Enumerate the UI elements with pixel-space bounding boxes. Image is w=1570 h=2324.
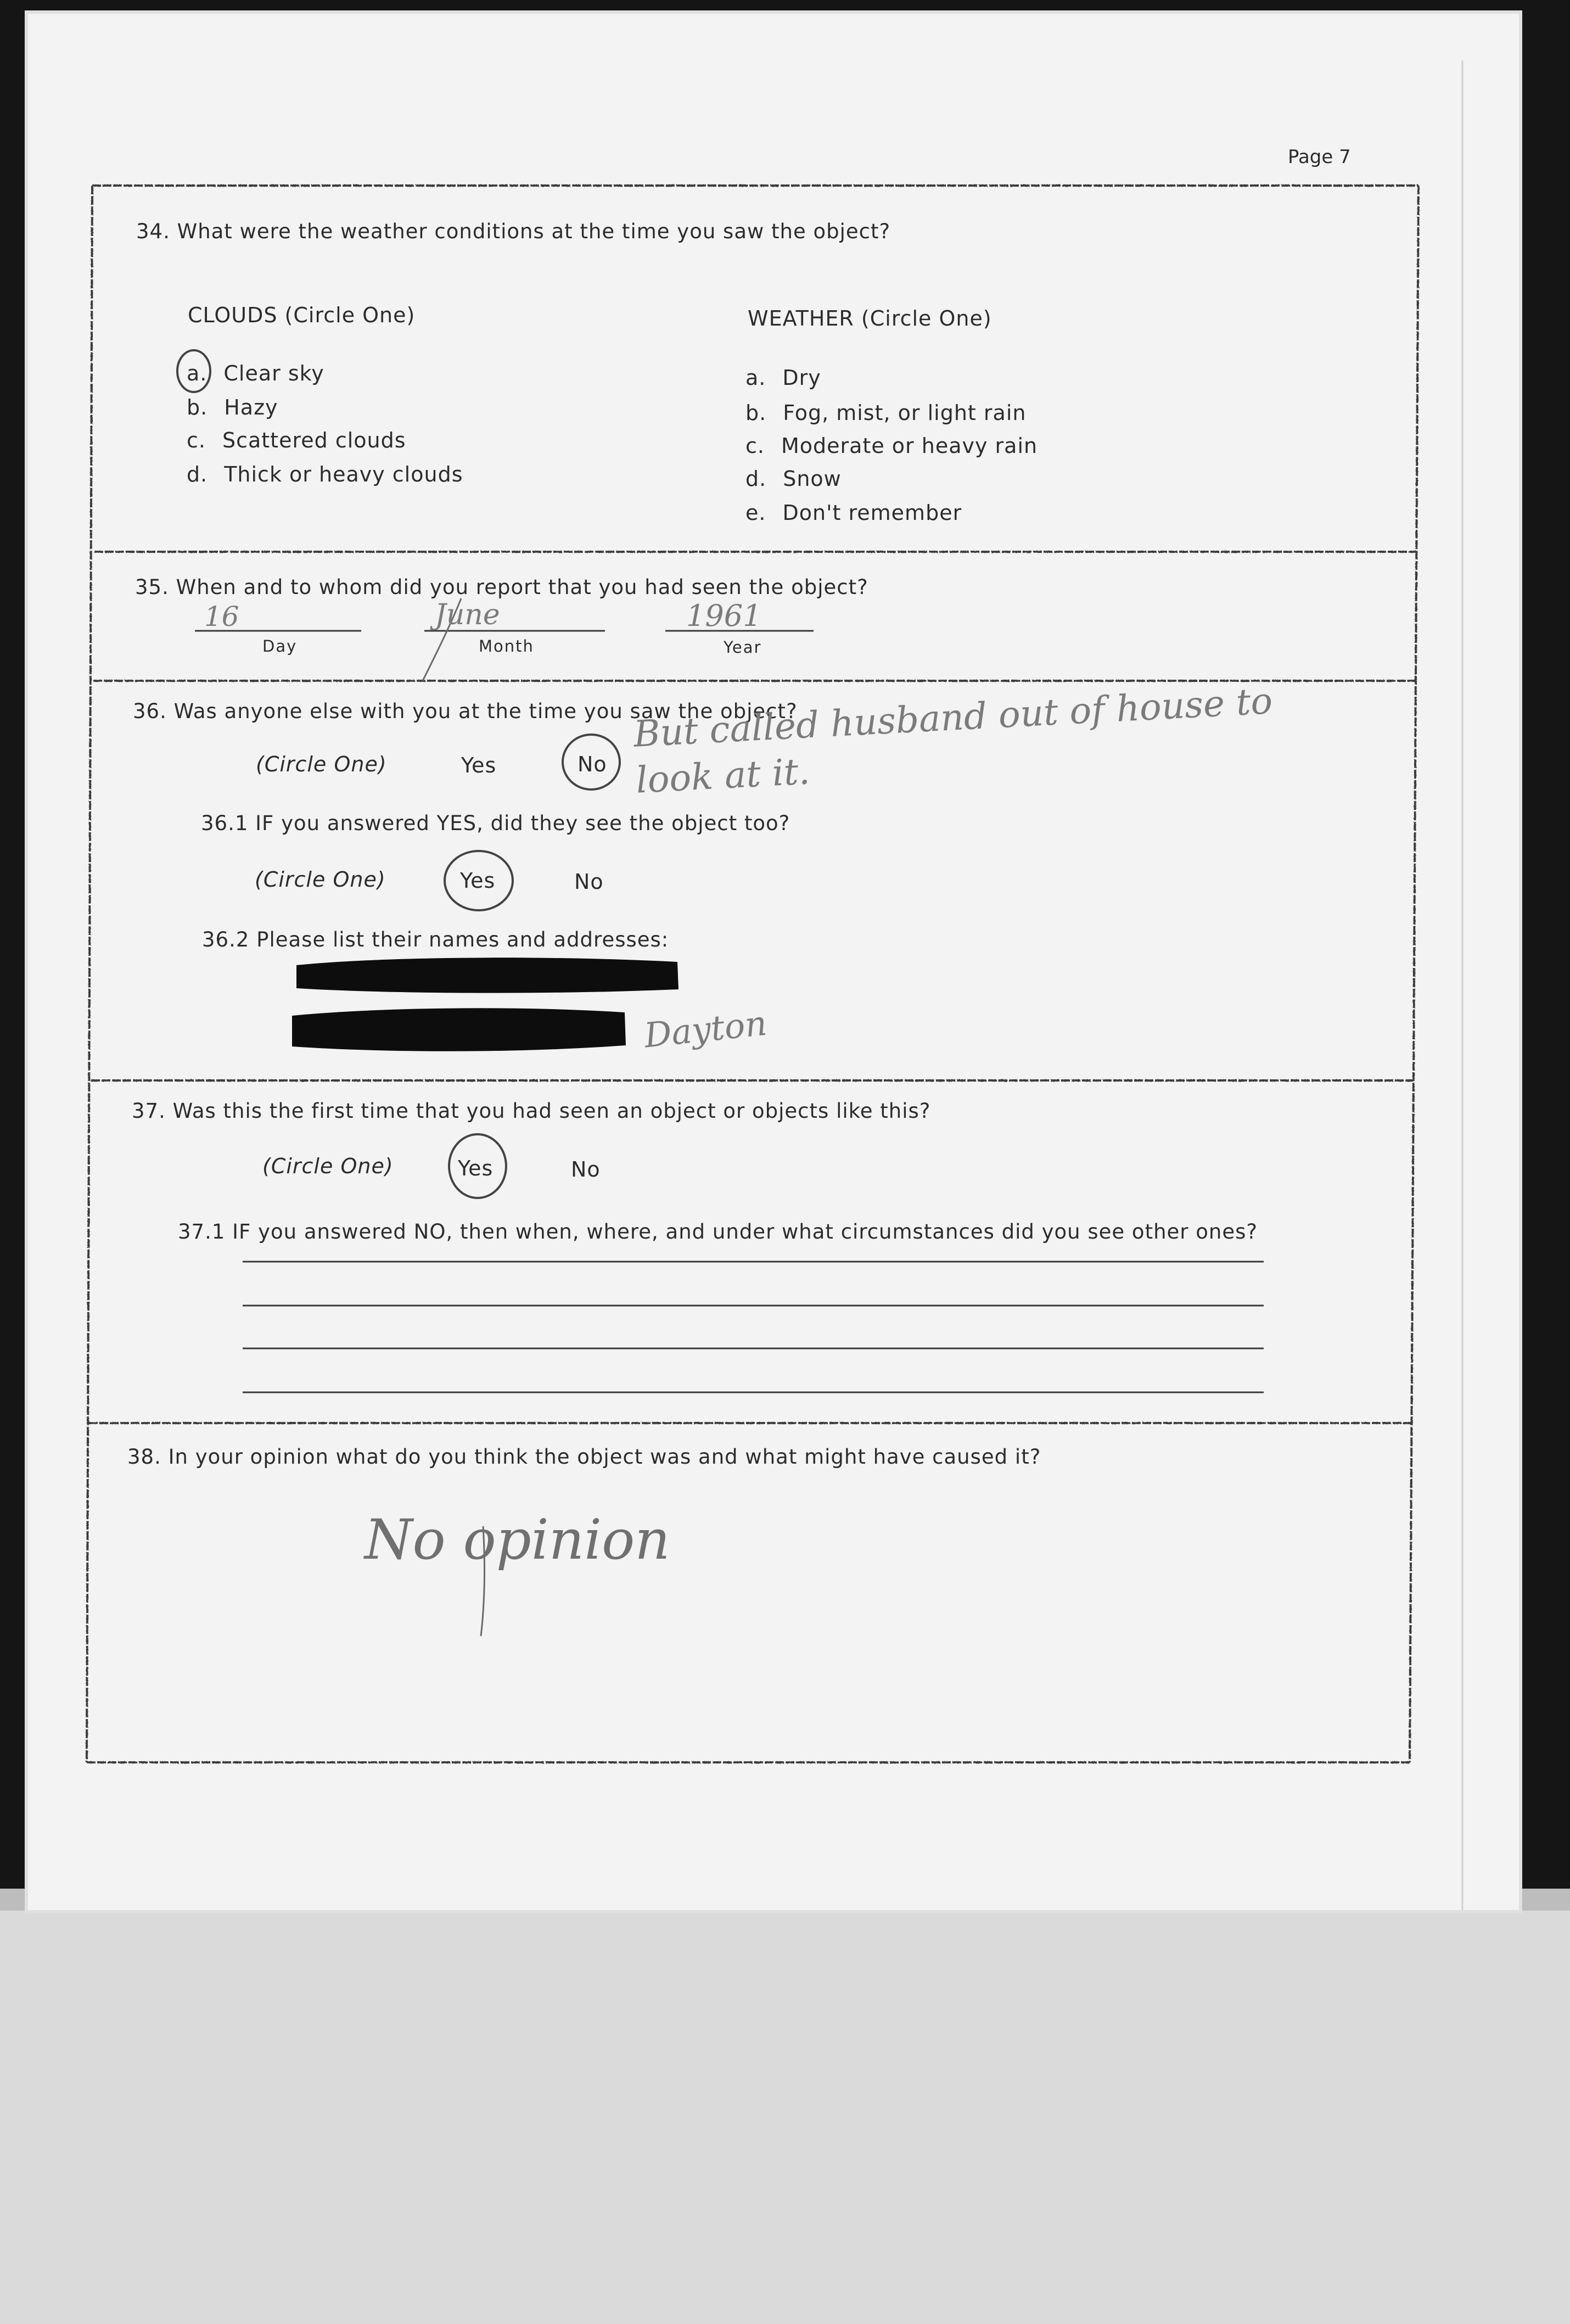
- handwritten-day: 16: [204, 601, 239, 632]
- handwritten-month: June: [435, 598, 500, 631]
- q36-1-circle-one: (Circle One): [255, 867, 386, 892]
- clouds-option-c: c. Scattered clouds: [187, 428, 406, 452]
- q37-yes: Yes: [458, 1156, 494, 1180]
- handwritten-year: 1961: [686, 598, 762, 633]
- question-36: 36. Was anyone else with you at the time you saw the object?: [133, 699, 798, 723]
- clouds-option-d: d. Thick or heavy clouds: [187, 462, 463, 486]
- question-35: 35. When and to whom did you report that you had seen the object?: [135, 575, 868, 599]
- q36-1-no: No: [574, 870, 604, 894]
- clouds-header: CLOUDS (Circle One): [188, 303, 416, 327]
- weather-option-a: a. Dry: [745, 366, 821, 390]
- q36-circle-one: (Circle One): [256, 752, 387, 776]
- weather-option-c: c. Moderate or heavy rain: [745, 434, 1038, 458]
- weather-header: WEATHER (Circle One): [748, 306, 992, 331]
- clouds-option-b: b. Hazy: [187, 395, 278, 419]
- q36-yes: Yes: [461, 753, 497, 777]
- question-36-1: 36.1 IF you answered YES, did they see the object too?: [201, 811, 790, 835]
- day-label: Day: [262, 637, 298, 656]
- q36-1-yes: Yes: [460, 869, 496, 893]
- month-label: Month: [479, 637, 534, 656]
- q37-circle-one: (Circle One): [262, 1154, 394, 1178]
- q36-no: No: [577, 752, 607, 776]
- clouds-option-a: a. Clear sky: [187, 361, 324, 385]
- question-37-1: 37.1 IF you answered NO, then when, where, and under what circumstances did you see other ones?: [178, 1220, 1258, 1244]
- q37-no: No: [571, 1157, 601, 1181]
- handwritten-note-q36: But called husband out of house to look at it.: [632, 680, 1274, 802]
- paper-sheet: [26, 12, 1521, 1912]
- weather-option-e: e. Don't remember: [745, 501, 962, 525]
- year-label: Year: [724, 638, 762, 657]
- handwritten-dayton: Dayton: [642, 1003, 769, 1056]
- weather-option-b: b. Fog, mist, or light rain: [745, 401, 1027, 425]
- question-34: 34. What were the weather conditions at the time you saw the object?: [136, 220, 891, 243]
- weather-option-d: d. Snow: [745, 467, 842, 491]
- page-number: Page 7: [1288, 146, 1351, 168]
- question-36-2: 36.2 Please list their names and addresses:: [202, 928, 669, 951]
- handwritten-no-opinion: No opinion: [365, 1508, 670, 1572]
- question-37: 37. Was this the first time that you had seen an object or objects like this?: [132, 1099, 931, 1123]
- backing-sheet: [0, 1900, 1570, 2324]
- question-38: 38. In your opinion what do you think the object was and what might have caused it?: [127, 1445, 1041, 1469]
